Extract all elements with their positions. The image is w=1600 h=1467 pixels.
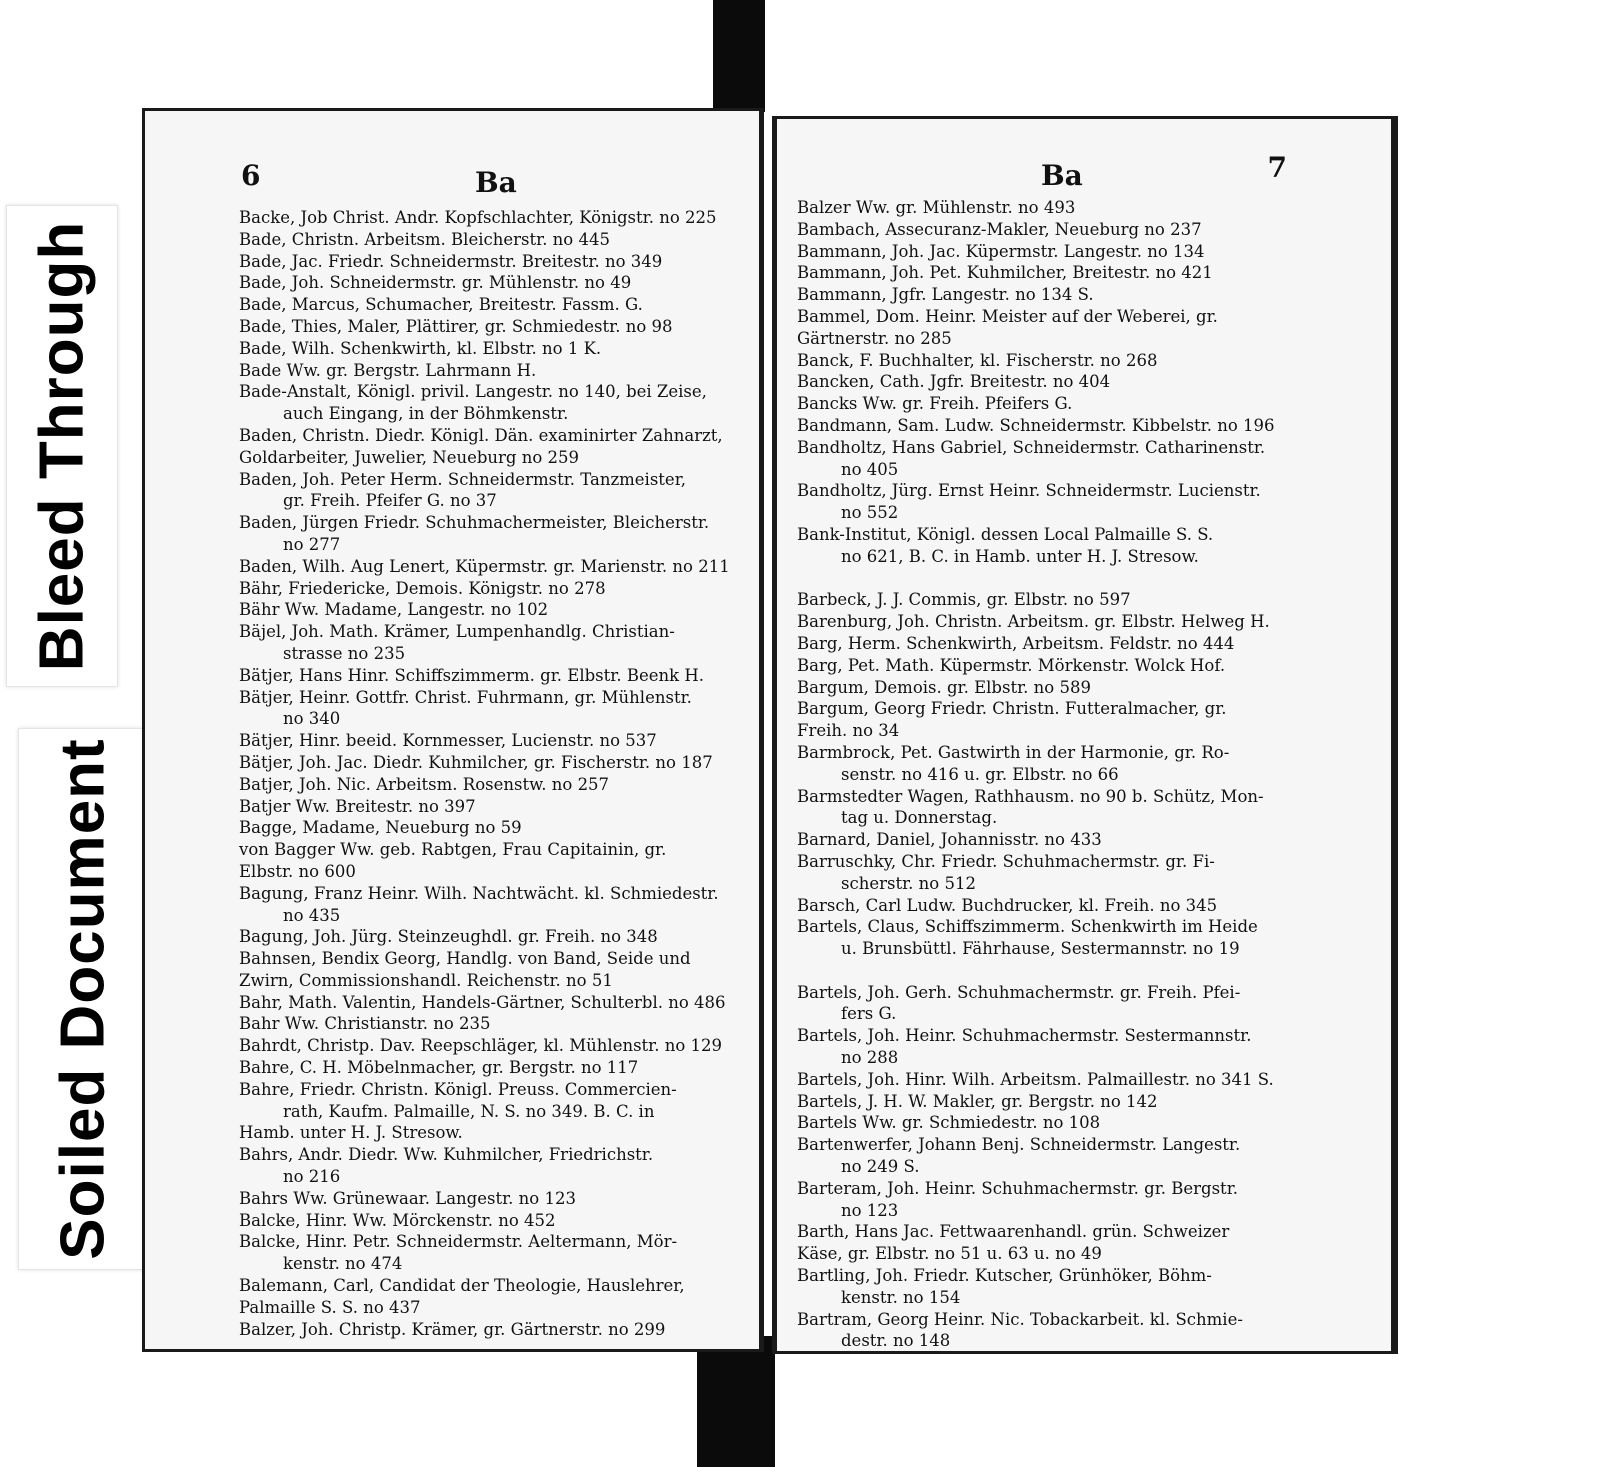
entry-line: Bähr, Friedericke, Demois. Königstr. no 278	[239, 578, 606, 598]
left-page	[142, 108, 764, 1352]
entry-line: Barmstedter Wagen, Rathhausm. no 90 b. Schütz, Mon-	[797, 786, 1264, 806]
entry-line: Barenburg, Joh. Christn. Arbeitsm. gr. Elbstr. Helweg H.	[797, 612, 1270, 632]
entry-line: Bagung, Franz Heinr. Wilh. Nachtwächt. kl. Schmiedestr.	[239, 883, 719, 903]
soiled-document-label	[18, 728, 148, 1270]
entry-line: Bahrs Ww. Grünewaar. Langestr. no 123	[239, 1188, 576, 1208]
bleed-through-label-text: Bleed Through	[27, 220, 97, 672]
entry-line: Barmbrock, Pet. Gastwirth in der Harmonie, gr. Ro-	[797, 742, 1230, 762]
soiled-document-label-text: Soiled Document	[48, 738, 118, 1260]
entry-line: Bätjer, Hinr. beeid. Kornmesser, Lucienstr. no 537	[239, 731, 657, 751]
entry-line: Barnard, Daniel, Johannisstr. no 433	[797, 830, 1102, 850]
entry-line: Batjer Ww. Breitestr. no 397	[239, 796, 476, 816]
entry-line: tag u. Donnerstag.	[841, 808, 998, 828]
entry-line: gr. Freih. Pfeifer G. no 37	[283, 491, 497, 511]
entry-line: Bagung, Joh. Jürg. Steinzeughdl. gr. Freih. no 348	[239, 927, 658, 947]
entry-line: scherstr. no 512	[841, 873, 976, 893]
entry-line: Bahrdt, Christp. Dav. Reepschläger, kl. Mühlenstr. no 129	[239, 1036, 723, 1056]
entry-line: Bäjel, Joh. Math. Krämer, Lumpenhandlg. Christian-	[239, 622, 675, 642]
entry-line: von Bagger Ww. geb. Rabtgen, Frau Capitainin, gr.	[239, 840, 667, 860]
entry-line: Bätjer, Hans Hinr. Schiffszimmerm. gr. Elbstr. Beenk H.	[239, 665, 704, 685]
entry-line: Bartels, Joh. Hinr. Wilh. Arbeitsm. Palmaillestr. no 341 S.	[797, 1069, 1274, 1089]
entry-line: Balzer, Joh. Christp. Krämer, gr. Gärtnerstr. no 299	[239, 1319, 666, 1339]
entry-line: Bammann, Joh. Jac. Küpermstr. Langestr. no 134	[797, 241, 1205, 261]
entry-line: Palmaille S. S. no 437	[239, 1297, 421, 1317]
entry-line: Bandholtz, Jürg. Ernst Heinr. Schneidermstr. Lucienstr.	[797, 481, 1261, 501]
entry-line: Batjer, Joh. Nic. Arbeitsm. Rosenstw. no 257	[239, 774, 610, 794]
entry-line: auch Eingang, in der Böhmkenstr.	[283, 404, 569, 424]
entry-line: Barbeck, J. J. Commis, gr. Elbstr. no 597	[797, 590, 1131, 610]
entry-line: Bade, Marcus, Schumacher, Breitestr. Fassm. G.	[239, 295, 643, 315]
entry-line: Bandmann, Sam. Ludw. Schneidermstr. Kibbelstr. no 196	[797, 415, 1275, 435]
entry-line: Bade, Christn. Arbeitsm. Bleicherstr. no 445	[239, 229, 610, 249]
entry-line: no 216	[283, 1167, 341, 1187]
entry-line: Barteram, Joh. Heinr. Schuhmachermstr. gr. Bergstr.	[797, 1178, 1239, 1198]
entry-line: Hamb. unter H. J. Stresow.	[239, 1123, 463, 1143]
entry-line: Bartram, Georg Heinr. Nic. Tobackarbeit. kl. Schmie-	[797, 1309, 1243, 1329]
entry-line: Bartling, Joh. Friedr. Kutscher, Grünhöker, Böhm-	[797, 1266, 1212, 1286]
entry-line: Bähr Ww. Madame, Langestr. no 102	[239, 600, 549, 620]
entry-line: Käse, gr. Elbstr. no 51 u. 63 u. no 49	[797, 1244, 1102, 1264]
entry-line: Bätjer, Heinr. Gottfr. Christ. Fuhrmann, gr. Mühlenstr.	[239, 687, 692, 707]
entry-line: Bancken, Cath. Jgfr. Breitestr. no 404	[797, 372, 1111, 392]
entry-line: Baden, Jürgen Friedr. Schuhmachermeister, Bleicherstr.	[239, 513, 710, 533]
entry-line: Bätjer, Joh. Jac. Diedr. Kuhmilcher, gr. Fischerstr. no 187	[239, 752, 713, 772]
entry-line: no 405	[841, 459, 899, 479]
entry-line: no 340	[283, 709, 341, 729]
entry-line	[797, 960, 1297, 982]
entry-line: rath, Kaufm. Palmaille, N. S. no 349. B. C. in	[283, 1101, 655, 1121]
entry-line: Bancks Ww. gr. Freih. Pfeifers G.	[797, 394, 1073, 414]
book-spine-top	[713, 0, 765, 112]
entry-line: Barsch, Carl Ludw. Buchdrucker, kl. Freih. no 345	[797, 895, 1218, 915]
entry-line: destr. no 148	[841, 1331, 951, 1351]
entry-line: senstr. no 416 u. gr. Elbstr. no 66	[841, 764, 1119, 784]
entry-line: Bahr Ww. Christianstr. no 235	[239, 1014, 491, 1034]
entry-line: Bade, Joh. Schneidermstr. gr. Mühlenstr. no 49	[239, 273, 632, 293]
entry-line: Bandholtz, Hans Gabriel, Schneidermstr. Catharinenstr.	[797, 437, 1266, 457]
right-page	[772, 116, 1398, 1354]
entry-line: Bartels, Joh. Gerh. Schuhmachermstr. gr. Freih. Pfei-	[797, 982, 1241, 1002]
entry-line: Elbstr. no 600	[239, 861, 356, 881]
entry-line: no 123	[841, 1200, 899, 1220]
entry-line: Baden, Joh. Peter Herm. Schneidermstr. Tanzmeister,	[239, 469, 687, 489]
book-spine-bottom	[697, 1336, 775, 1467]
entry-line: Backe, Job Christ. Andr. Kopfschlachter, Königstr. no 225	[239, 208, 717, 227]
running-head: Ba	[1041, 159, 1083, 192]
entry-line: Bade, Wilh. Schenkwirth, kl. Elbstr. no 1 K.	[239, 338, 602, 358]
entry-line: Barg, Pet. Math. Küpermstr. Mörkenstr. Wolck Hof.	[797, 655, 1226, 675]
entry-line: Gärtnerstr. no 285	[797, 328, 952, 348]
entry-line: Bade Ww. gr. Bergstr. Lahrmann H.	[239, 360, 537, 380]
entry-line: Balcke, Hinr. Ww. Mörckenstr. no 452	[239, 1210, 556, 1230]
entry-line	[797, 568, 1297, 590]
entry-line: Bank-Institut, Königl. dessen Local Palmaille S. S.	[797, 524, 1214, 544]
entry-line: Bahre, Friedr. Christn. Königl. Preuss. Commercien-	[239, 1079, 677, 1099]
entry-line: Bartels, Claus, Schiffszimmerm. Schenkwirth im Heide	[797, 917, 1258, 937]
entry-line: Barg, Herm. Schenkwirth, Arbeitsm. Feldstr. no 444	[797, 633, 1235, 653]
entry-line: Bartenwerfer, Johann Benj. Schneidermstr. Langestr.	[797, 1135, 1241, 1155]
entry-line: Baden, Wilh. Aug Lenert, Küpermstr. gr. Marienstr. no 211	[239, 556, 730, 576]
entry-line: no 621, B. C. in Hamb. unter H. J. Stresow.	[841, 546, 1199, 566]
entry-line: Balcke, Hinr. Petr. Schneidermstr. Aeltermann, Mör-	[239, 1232, 678, 1252]
entry-line: Bammann, Jgfr. Langestr. no 134 S.	[797, 285, 1094, 305]
entry-line: Bartels, J. H. W. Makler, gr. Bergstr. no 142	[797, 1091, 1158, 1111]
entry-line: Balzer Ww. gr. Mühlenstr. no 493	[797, 198, 1076, 217]
entry-line: Bartels, Joh. Heinr. Schuhmachermstr. Sestermannstr.	[797, 1026, 1252, 1046]
page-number: 6	[241, 159, 261, 192]
entry-line: Banck, F. Buchhalter, kl. Fischerstr. no 268	[797, 350, 1158, 370]
entry-line: Bahre, C. H. Möbelnmacher, gr. Bergstr. no 117	[239, 1058, 639, 1078]
entry-line: no 277	[283, 534, 341, 554]
entry-line: strasse no 235	[283, 643, 406, 663]
bleed-through-label	[6, 205, 118, 687]
entry-line: kenstr. no 474	[283, 1254, 403, 1274]
entry-line: no 249 S.	[841, 1157, 920, 1177]
directory-entries	[797, 197, 1297, 1352]
page-number: 7	[1267, 151, 1287, 184]
entry-line: Bargum, Demois. gr. Elbstr. no 589	[797, 677, 1091, 697]
entry-line: Bammel, Dom. Heinr. Meister auf der Weberei, gr.	[797, 306, 1218, 326]
entry-line: Baden, Christn. Diedr. Königl. Dän. examinirter Zahnarzt,	[239, 425, 723, 445]
entry-line: Bade, Thies, Maler, Plättirer, gr. Schmiedestr. no 98	[239, 316, 673, 336]
entry-line: no 288	[841, 1048, 899, 1068]
entry-line: no 435	[283, 905, 341, 925]
entry-line: Bahr, Math. Valentin, Handels-Gärtner, Schulterbl. no 486	[239, 992, 726, 1012]
running-head: Ba	[475, 166, 517, 199]
entry-line: u. Brunsbüttl. Fährhause, Sestermannstr. no 19	[841, 939, 1240, 959]
entry-line: Bammann, Joh. Pet. Kuhmilcher, Breitestr. no 421	[797, 263, 1213, 283]
entry-line: Bambach, Assecuranz-Makler, Neueburg no 237	[797, 219, 1202, 239]
entry-line: Barruschky, Chr. Friedr. Schuhmachermstr. gr. Fi-	[797, 851, 1215, 871]
entry-line: fers G.	[841, 1004, 897, 1024]
entry-line: Zwirn, Commissionshandl. Reichenstr. no 51	[239, 970, 613, 990]
entry-line: Freih. no 34	[797, 721, 900, 741]
entry-line: Bade, Jac. Friedr. Schneidermstr. Breitestr. no 349	[239, 251, 663, 271]
entry-line: Bagge, Madame, Neueburg no 59	[239, 818, 522, 838]
entry-line: kenstr. no 154	[841, 1287, 961, 1307]
entry-line: Bade-Anstalt, Königl. privil. Langestr. no 140, bei Zeise,	[239, 382, 707, 402]
entry-line: Bartels Ww. gr. Schmiedestr. no 108	[797, 1113, 1101, 1133]
entry-line: Bargum, Georg Friedr. Christn. Futteralmacher, gr.	[797, 699, 1227, 719]
entry-line: Barth, Hans Jac. Fettwaarenhandl. grün. Schweizer	[797, 1222, 1230, 1242]
entry-line: Goldarbeiter, Juwelier, Neueburg no 259	[239, 447, 580, 467]
entry-line: no 552	[841, 503, 899, 523]
entry-line: Balemann, Carl, Candidat der Theologie, Hauslehrer,	[239, 1276, 685, 1296]
directory-entries	[239, 207, 739, 1340]
entry-line: Bahrs, Andr. Diedr. Ww. Kuhmilcher, Friedrichstr.	[239, 1145, 654, 1165]
entry-line: Bahnsen, Bendix Georg, Handlg. von Band, Seide und	[239, 949, 691, 969]
